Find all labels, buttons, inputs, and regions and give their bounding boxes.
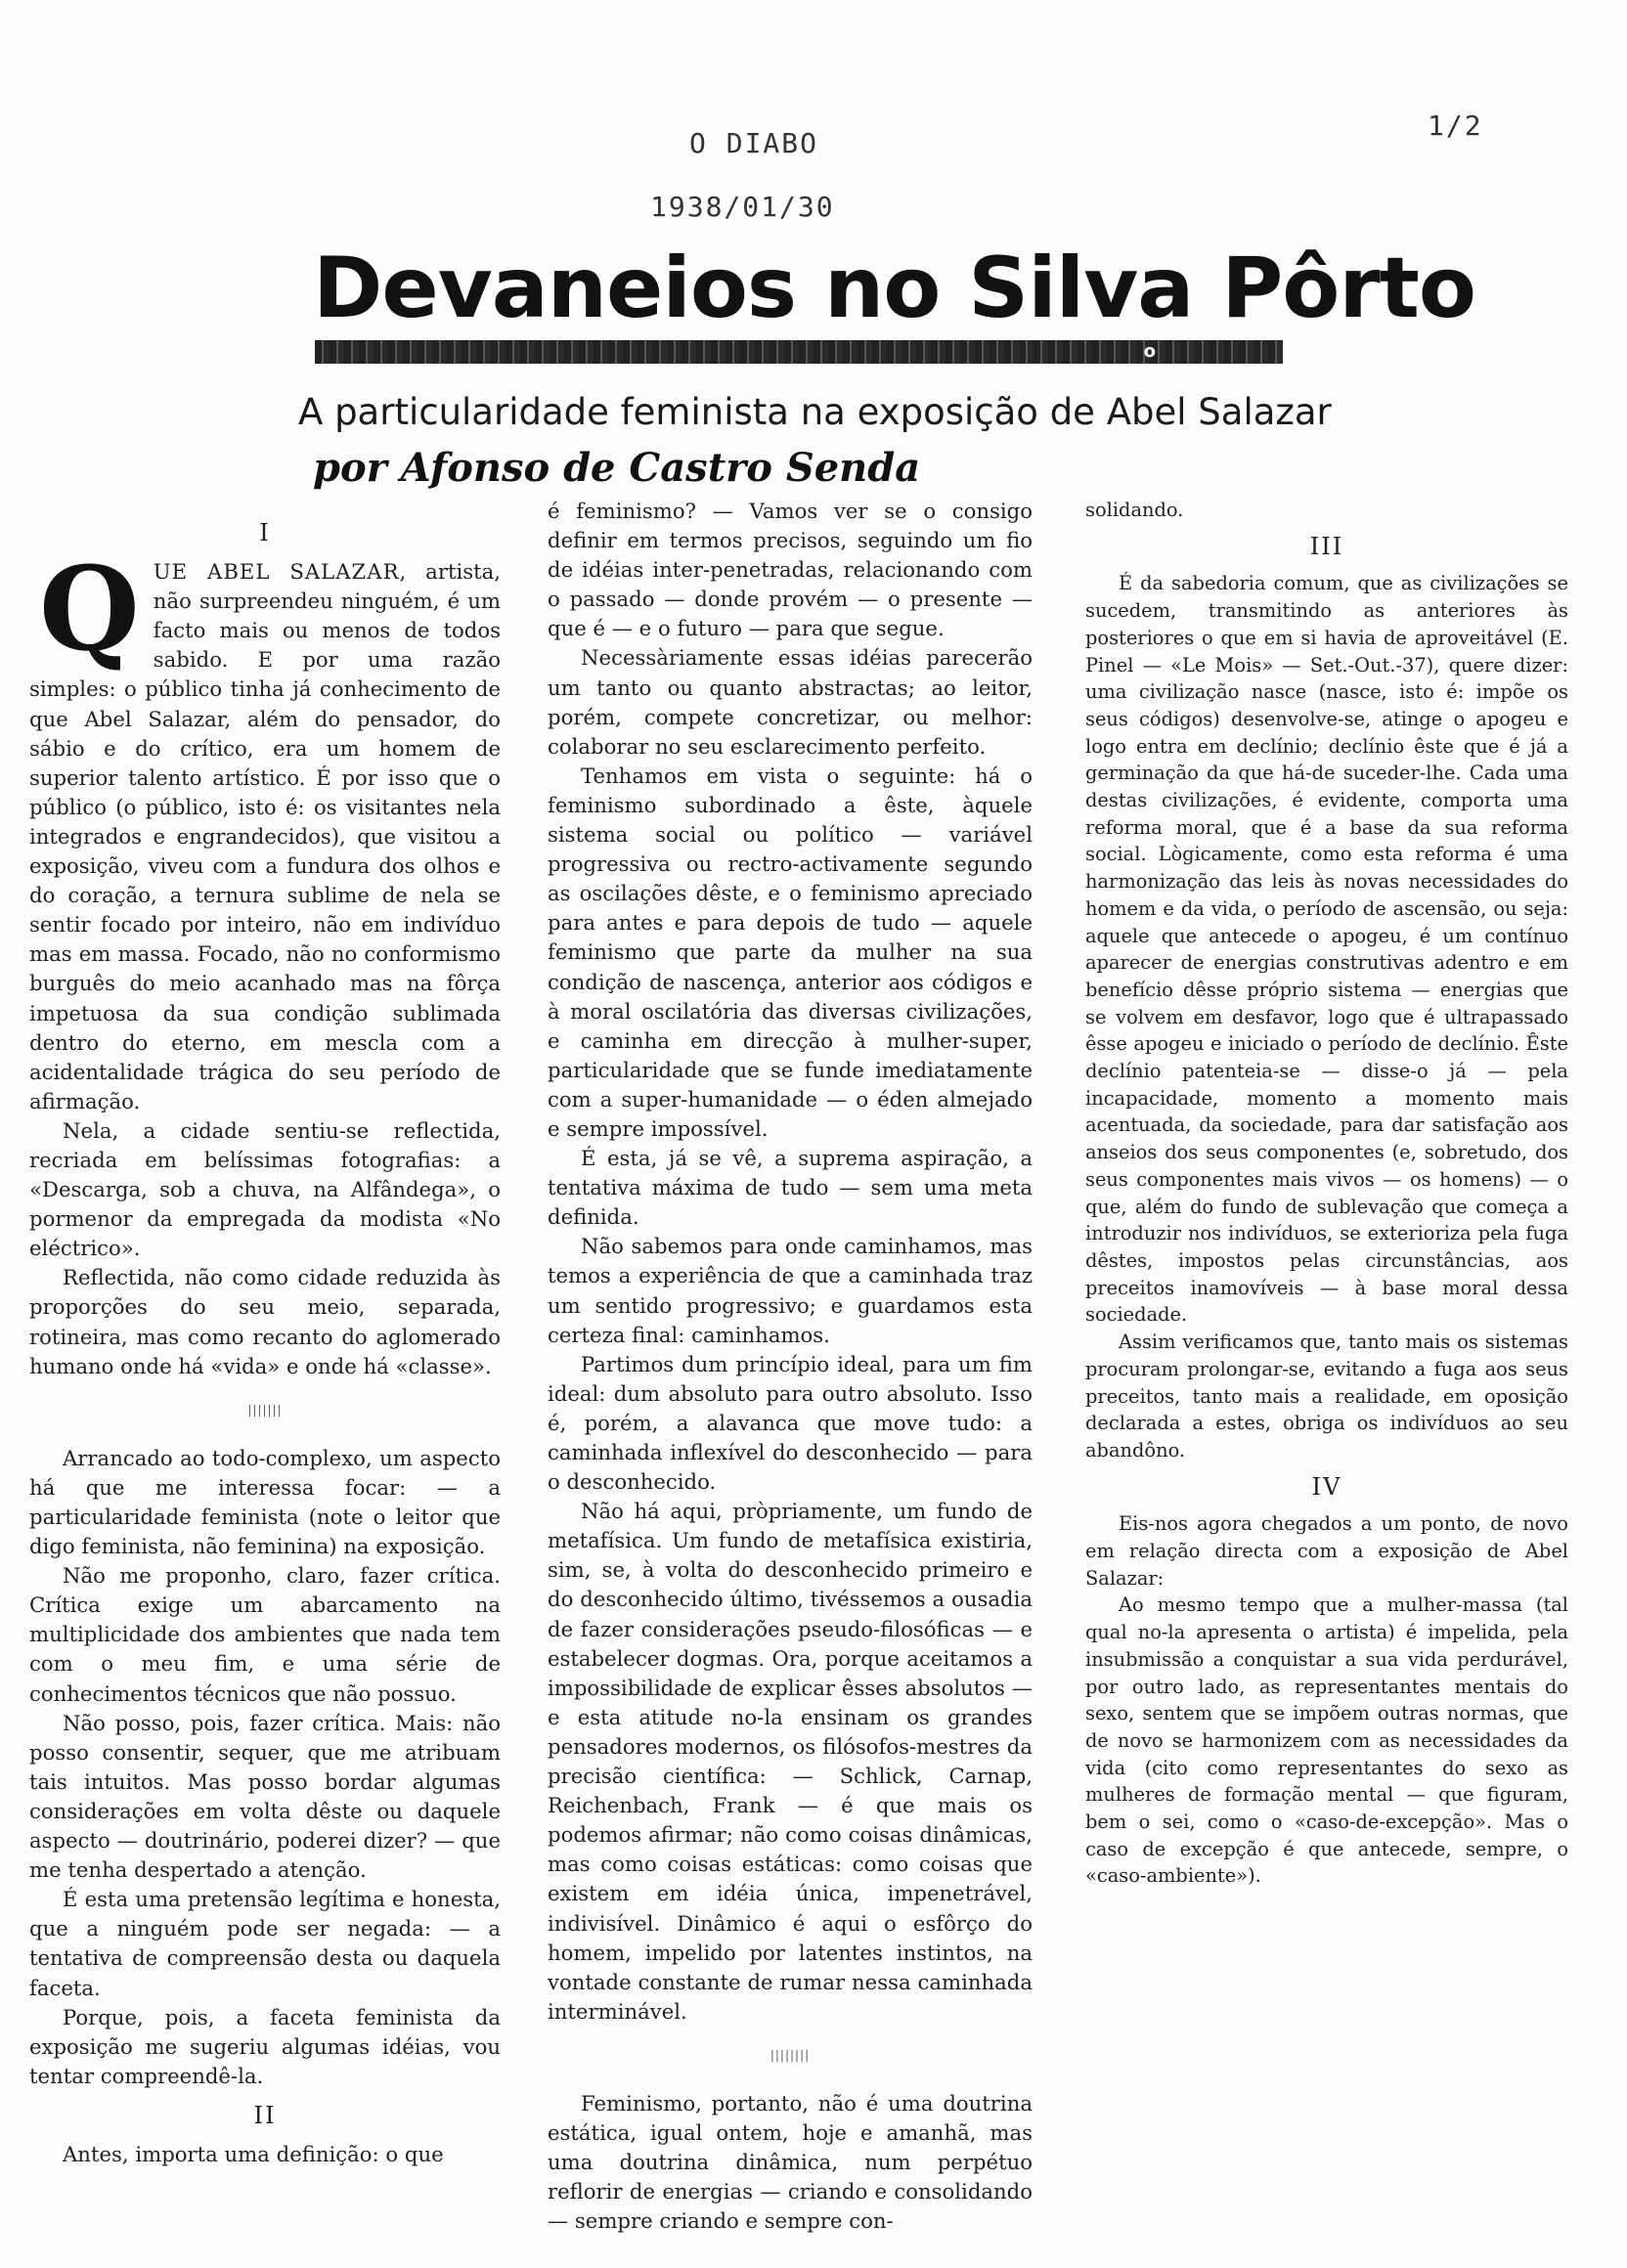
section-heading: I	[259, 519, 271, 546]
article-byline: por Afonso de Castro Senda	[313, 445, 921, 491]
article-headline: Devaneios no Silva Pôrto	[313, 240, 1475, 337]
paragraph: É esta, já se vê, a suprema aspiração, a tentativa máxima de tudo — sem uma meta definida.	[548, 1146, 1033, 1230]
paragraph: Arrancado ao todo-complexo, um aspecto há que me interessa focar: — a particularidade feminista (note o leitor que digo feminista, não feminina) na exposição.	[29, 1445, 501, 1559]
publication-name: O DIABO	[689, 127, 819, 159]
paragraph: Reflectida, não como cidade reduzida às proporções do seu meio, separada, rotineira, mas como recanto do aglomerado humano onde há «vida» e onde há «classe».	[29, 1265, 501, 1378]
article-subheadline: A particularidade feminista na exposição de Abel Salazar	[298, 391, 1332, 433]
publication-date: 1938/01/30	[650, 191, 835, 223]
headline-rule	[315, 340, 1283, 364]
paragraph: Tenhamos em vista o seguinte: há o feminismo subordinado a êste, àquele sistema social ou político — variável progressiva ou rectro-activamente segundo as oscilações dêste, e o feminismo apreciado para antes e para depois de tudo — aquele feminismo que parte da mulher na sua condição de nascença, anterior aos códigos e à moral oscilatória das diversas civilizações, e caminha em direcção à mulher-super, particularidade que se funde imediatamente com a super-humanidade — o éden almejado e sempre impossível.	[548, 763, 1033, 1141]
paragraph: Assim verificamos que, tanto mais os sistemas procuram prolongar-se, evitando a fuga aos seus preceitos, tanto mais a realidade, em oposição declarada a estes, obriga os indivíduos ao seu abandôno.	[1085, 1330, 1568, 1461]
text-column-1	[29, 508, 501, 2169]
paragraph: É esta uma pretensão legítima e honesta, que a ninguém pode ser negada: — a tentativa de compreensão desta ou daquela faceta.	[29, 1887, 501, 2000]
paragraph: Feminismo, portanto, não é uma doutrina estática, igual ontem, hoje e amanhã, mas uma doutrina dinâmica, num perpétuo reflorir de energias — criando e consolidando — sempre criando e sempre con-	[548, 2090, 1033, 2234]
section-separator: ||||||||	[770, 2047, 811, 2062]
text-column-3	[1085, 497, 1568, 1890]
lead-in-caps: UE ABEL SALAZAR,	[153, 559, 408, 585]
paragraph: Não sabemos para onde caminhamos, mas temos a experiência de que a caminhada traz um sentido progressivo; e guardamos esta certeza final: caminhamos.	[548, 1234, 1033, 1347]
paragraph-text: artista, não surpreendeu ninguém, é um facto mais ou menos de todos sabido. E por uma razão simples: o público tinha já conhecimento de que Abel Salazar, além do pensador, do sábio e do crítico, era um homem de superior talento artístico. É por isso que o público (o público, isto é: os visitantes nela integrados e engrandecidos), que visitou a exposição, viveu com a fundura dos olhos e do coração, a ternura sublime de nela se sentir focado por inteiro, não em indivíduo mas em massa. Focado, não no conformismo burguês do meio acanhado mas na fôrça impetuosa da sua condição sublimada dentro do eterno, em mescla com a acidentalidade trágica do seu período de afirmação.	[29, 559, 501, 1113]
paragraph: Necessàriamente essas idéias parecerão um tanto ou quanto abstractas; ao leitor, porém, compete concretizar, ou melhor: colaborar no seu esclarecimento perfeito.	[548, 645, 1033, 759]
section-heading: IV	[1311, 1472, 1342, 1501]
paragraph: é feminismo? — Vamos ver se o consigo definir em termos precisos, seguindo um fio de idéias inter-penetradas, relacionando com o passado — donde provém — o presente — que é — e o futuro — para que segue.	[548, 499, 1033, 641]
paragraph: solidando.	[1085, 499, 1184, 521]
paragraph: Antes, importa uma definição: o que	[63, 2141, 444, 2166]
paragraph: Não me proponho, claro, fazer crítica. Crítica exige um abarcamento na multiplicidade dos ambientes que nada tem com o meu fim, e uma série de conhecimentos técnicos que não possuo.	[29, 1563, 501, 1706]
paragraph: Ao mesmo tempo que a mulher-massa (tal qual no-la apresenta o artista) é impelida, pela insubmissão a conquistar a sua vida perdurável, por outro lado, as representantes mentais do sexo, sentem que se impõem outras normas, que de novo se harmonizem com as necessidades da vida (cito como representantes do sexo as mulheres de formação mental — que figuram, bem o sei, como o «caso-de-excepção». Mas o caso de excepção é que antecede, sempre, o «caso-ambiente»).	[1085, 1593, 1568, 1888]
paragraph: Nela, a cidade sentiu-se reflectida, recriada em belíssimas fotografias: a «Descarga, sob a chuva, na Alfândega», o pormenor da empregada da modista «No eléctrico».	[29, 1117, 501, 1261]
section-separator: |||||||	[247, 1402, 283, 1417]
paragraph: É da sabedoria comum, que as civilizações se sucedem, transmitindo as anteriores às posteriores o que em si havia de aproveitável (E. Pinel — «Le Mois» — Set.-Out.-37), quere dizer: uma civilização nasce (nasce, isto é: impõe os seus códigos) desenvolve-se, atinge o apogeu e logo entra em declínio; declínio êste que é já a germinação da que há-de suceder-lhe. Cada uma destas civilizações, é evidente, comporta uma reforma moral, que é a base da sua reforma social. Lògicamente, como esta reforma é uma harmonização das leis às novas necessidades do homem e da vida, o período de ascensão, ou seja: aquele que antecede o apogeu, é um contínuo aparecer de energias construtivas adentro e em benefício dêsse próprio sistema — energias que se volvem em desfavor, logo que é ultrapassado êsse apogeu e iniciado o período de declínio. Êste declínio patenteia-se — disse-o já — pela incapacidade, momento a momento mais acentuada, da sociedade, para dar satisfação aos anseios dos seus componentes (e, sobretudo, dos seus componentes mais vivos — os homens) — o que, além do fundo de sublevação que começa a introduzir nos indivíduos, se exterioriza pela fuga dêstes, impostos pelas circunstâncias, aos preceitos inamovíveis — à base moral dessa sociedade.	[1085, 572, 1568, 1327]
paragraph: Eis-nos agora chegados a um ponto, de novo em relação directa com a exposição de Abel Salazar:	[1085, 1512, 1568, 1590]
rule-mark: o	[1143, 341, 1156, 362]
text-column-2	[548, 497, 1033, 2236]
paragraph: Não posso, pois, fazer crítica. Mais: não posso consentir, sequer, que me atribuam tais intuitos. Mas posso bordar algumas considerações em volta dêste ou daquele aspecto — doutrinário, poderei dizer? — que me tenha despertado a atenção.	[29, 1710, 501, 1883]
paragraph: Não há aqui, pròpriamente, um fundo de metafísica. Um fundo de metafísica existiria, sim, se, à volta do desconhecido primeiro e do desconhecido último, tivéssemos a ousadia de fazer considerações pseudo-filosóficas — e estabelecer dogmas. Ora, porque aceitamos a impossibilidade de explicar êsses absolutos — e esta atitude no-la ensinam os grandes pensadores modernos, os filósofos-mestres da precisão científica: — Schlick, Carnap, Reichenbach, Frank — é que mais os podemos afirmar; não como coisas dinâmicas, mas como coisas estáticas: como coisas que existem em idéia única, impenetrável, indivisível. Dinâmico é aqui o esfôrço do homem, impelido por latentes instintos, na vontade constante de rumar nessa caminhada interminável.	[548, 1499, 1033, 2024]
drop-cap: Q	[39, 541, 140, 677]
page-number: 1/2	[1428, 109, 1483, 142]
paragraph: Porque, pois, a faceta feminista da exposição me sugeriu algumas idéias, vou tentar compreendê-la.	[29, 2004, 501, 2088]
section-heading: III	[1309, 532, 1344, 560]
paragraph	[29, 541, 501, 1116]
section-heading: II	[253, 2101, 277, 2129]
paragraph: Partimos dum princípio ideal, para um fim ideal: dum absoluto para outro absoluto. Isso é, porém, a alavanca que move tudo: a caminhada inflexível do desconhecido — para o desconhecido.	[548, 1351, 1033, 1495]
